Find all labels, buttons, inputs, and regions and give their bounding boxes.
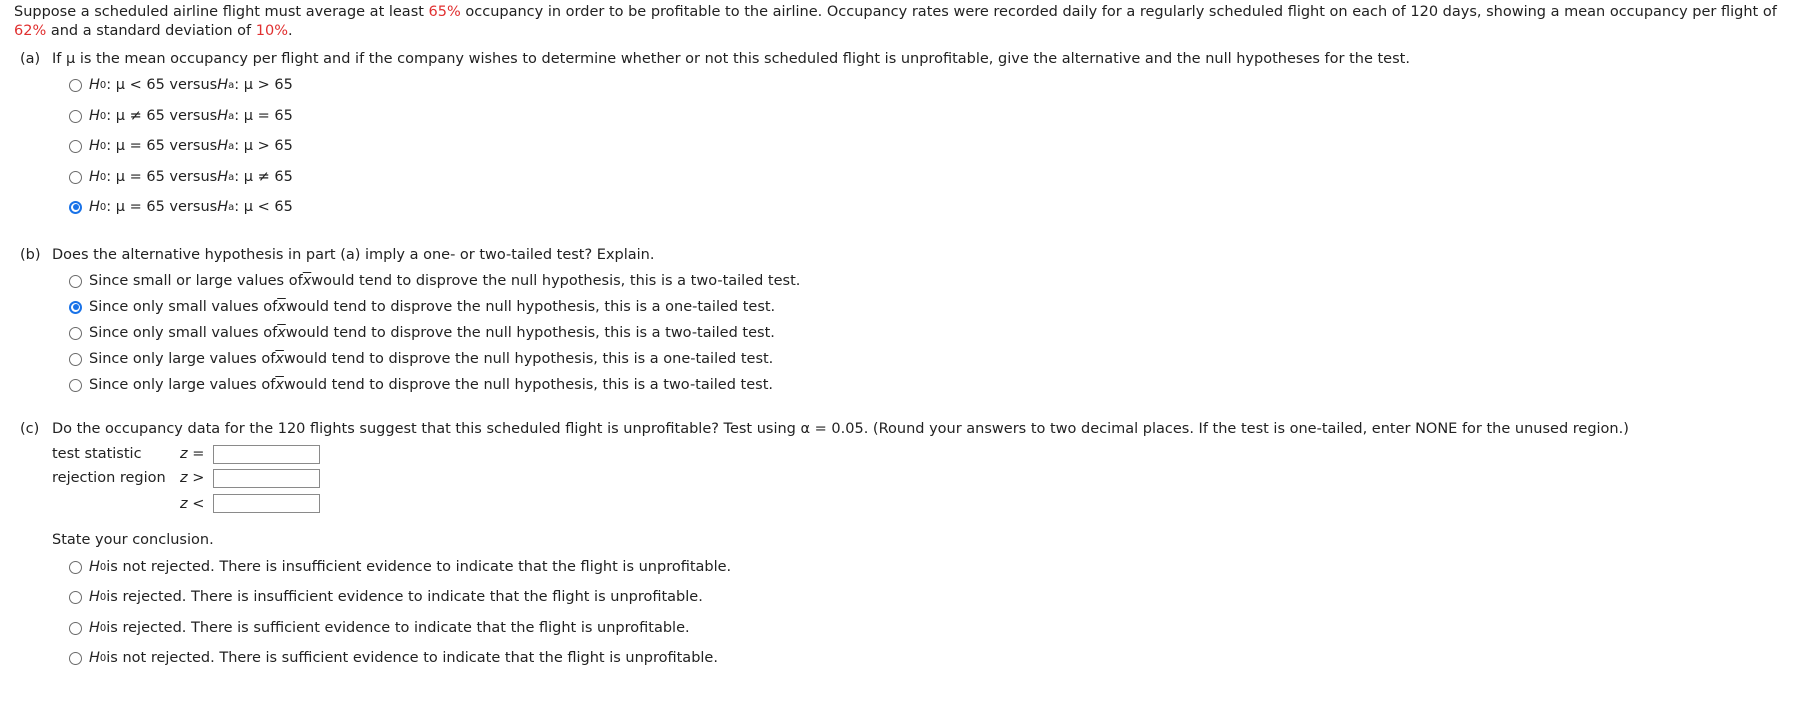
- conclusion-prompt: State your conclusion.: [52, 532, 214, 548]
- z-greater-input[interactable]: [213, 469, 320, 488]
- h-subscript: 0: [99, 79, 107, 91]
- alt-hypothesis-text: : μ > 65: [234, 138, 293, 154]
- alt-hypothesis-text: : μ > 65: [234, 77, 293, 93]
- h-subscript: 0: [99, 201, 107, 213]
- h-subscript: 0: [99, 140, 107, 152]
- x-bar-symbol: $\overline{x}$: [277, 325, 286, 341]
- radio-button[interactable]: [69, 622, 82, 635]
- part-b-question: Does the alternative hypothesis in part (a) imply a one- or two-tailed test? Explain.: [52, 247, 655, 263]
- standard-deviation: 10%: [255, 23, 288, 39]
- radio-button[interactable]: [69, 353, 82, 366]
- problem-statement: [14, 3, 1784, 41]
- radio-button[interactable]: [69, 327, 82, 340]
- test-statistic-label: test statistic: [52, 446, 142, 462]
- h-subscript: a: [228, 201, 235, 213]
- option-text: Since only large values of: [89, 377, 276, 393]
- h-symbol: H: [89, 108, 100, 124]
- radio-button[interactable]: [69, 79, 82, 92]
- null-hypothesis-text: : μ = 65 versus: [106, 199, 218, 215]
- h-symbol: H: [89, 650, 100, 666]
- h-subscript: 0: [99, 110, 107, 122]
- h-symbol: H: [89, 77, 100, 93]
- radio-button[interactable]: [69, 379, 82, 392]
- h-symbol: H: [217, 77, 229, 93]
- radio-button[interactable]: [69, 140, 82, 153]
- conclusion-text: is rejected. There is insufficient evidence to indicate that the flight is unprofitable.: [106, 589, 703, 605]
- z-less-label: z <: [180, 496, 205, 512]
- part-a-option-1[interactable]: [69, 75, 293, 95]
- option-text: Since only small values of: [89, 299, 278, 315]
- conclusion-text: is not rejected. There is insufficient evidence to indicate that the flight is unprofitable.: [106, 559, 732, 575]
- intro-text: .: [287, 23, 293, 39]
- part-c-question: Do the occupancy data for the 120 flights suggest that this scheduled flight is unprofitable? Test using α = 0.05. (Round your answers to two decimal places. If the test is one-tailed, enter NONE for the unused region.): [52, 421, 1629, 437]
- part-a-question: If μ is the mean occupancy per flight and if the company wishes to determine whether or not this scheduled flight is unprofitable, give the alternative and the null hypotheses for the test.: [52, 51, 1410, 67]
- radio-button[interactable]: [69, 110, 82, 123]
- part-a-option-4[interactable]: [69, 167, 293, 187]
- h-subscript: 0: [99, 171, 107, 183]
- x-bar-symbol: $\overline{x}$: [277, 299, 286, 315]
- part-b-label: (b): [20, 247, 41, 263]
- h-subscript: 0: [99, 652, 107, 664]
- x-bar-symbol: $\overline{x}$: [275, 377, 284, 393]
- required-occupancy: 65%: [428, 4, 461, 20]
- radio-button[interactable]: [69, 561, 82, 574]
- part-a-option-3[interactable]: [69, 136, 293, 156]
- test-statistic-input[interactable]: [213, 445, 320, 464]
- conclusion-text: is not rejected. There is sufficient evidence to indicate that the flight is unprofitable.: [106, 650, 718, 666]
- part-b-option-4[interactable]: [69, 349, 773, 369]
- intro-text: Suppose a scheduled airline flight must average at least: [14, 4, 429, 20]
- option-text: would tend to disprove the null hypothesis, this is a one-tailed test.: [283, 351, 774, 367]
- radio-button[interactable]: [69, 275, 82, 288]
- h-symbol: H: [89, 559, 100, 575]
- intro-text: occupancy in order to be profitable to the airline. Occupancy rates were recorded daily for a regularly scheduled flight on each of 120 days, showing a mean occupancy per flight of: [460, 4, 1777, 20]
- h-subscript: a: [228, 79, 235, 91]
- h-symbol: H: [89, 620, 100, 636]
- z-less-input[interactable]: [213, 494, 320, 513]
- h-symbol: H: [217, 199, 229, 215]
- intro-text: and a standard deviation of: [46, 23, 256, 39]
- conclusion-option-1[interactable]: [69, 557, 731, 577]
- conclusion-option-3[interactable]: [69, 618, 690, 638]
- option-text: would tend to disprove the null hypothesis, this is a two-tailed test.: [311, 273, 801, 289]
- h-symbol: H: [217, 138, 229, 154]
- h-subscript: a: [228, 171, 235, 183]
- part-a-label: (a): [20, 51, 41, 67]
- option-text: would tend to disprove the null hypothesis, this is a two-tailed test.: [283, 377, 773, 393]
- z-greater-label: z >: [180, 470, 205, 486]
- radio-button[interactable]: [69, 591, 82, 604]
- radio-button[interactable]: [69, 652, 82, 665]
- part-b-option-2[interactable]: [69, 297, 775, 317]
- option-text: Since small or large values of: [89, 273, 303, 289]
- null-hypothesis-text: : μ ≠ 65 versus: [106, 108, 218, 124]
- part-a-option-2[interactable]: [69, 106, 293, 126]
- h-symbol: H: [89, 169, 100, 185]
- part-b-option-1[interactable]: [69, 271, 800, 291]
- rejection-region-label: rejection region: [52, 470, 166, 486]
- conclusion-option-4[interactable]: [69, 648, 718, 668]
- h-subscript: 0: [99, 561, 107, 573]
- radio-button-selected[interactable]: [69, 301, 82, 314]
- option-text: would tend to disprove the null hypothesis, this is a two-tailed test.: [285, 325, 775, 341]
- option-text: would tend to disprove the null hypothesis, this is a one-tailed test.: [285, 299, 776, 315]
- radio-button[interactable]: [69, 171, 82, 184]
- alt-hypothesis-text: : μ < 65: [234, 199, 293, 215]
- part-b-option-3[interactable]: [69, 323, 775, 343]
- h-symbol: H: [217, 169, 229, 185]
- conclusion-option-2[interactable]: [69, 587, 703, 607]
- radio-button-selected[interactable]: [69, 201, 82, 214]
- option-text: Since only large values of: [89, 351, 276, 367]
- alt-hypothesis-text: : μ ≠ 65: [234, 169, 293, 185]
- z-equals-label: z =: [180, 446, 205, 462]
- option-text: Since only small values of: [89, 325, 278, 341]
- h-symbol: H: [89, 199, 100, 215]
- h-subscript: 0: [99, 591, 107, 603]
- x-bar-symbol: $\overline{x}$: [302, 273, 312, 289]
- x-bar-symbol: $\overline{x}$: [275, 351, 284, 367]
- mean-occupancy: 62%: [14, 23, 47, 39]
- null-hypothesis-text: : μ = 65 versus: [106, 169, 218, 185]
- alt-hypothesis-text: : μ = 65: [234, 108, 293, 124]
- null-hypothesis-text: : μ = 65 versus: [106, 138, 218, 154]
- part-c-label: (c): [20, 421, 40, 437]
- conclusion-text: is rejected. There is sufficient evidence to indicate that the flight is unprofitable.: [106, 620, 690, 636]
- h-subscript: 0: [99, 622, 107, 634]
- part-a-option-5[interactable]: [69, 197, 293, 217]
- h-subscript: a: [228, 140, 235, 152]
- h-symbol: H: [89, 138, 100, 154]
- h-symbol: H: [89, 589, 100, 605]
- h-symbol: H: [217, 108, 229, 124]
- null-hypothesis-text: : μ < 65 versus: [106, 77, 218, 93]
- h-subscript: a: [228, 110, 235, 122]
- part-b-option-5[interactable]: [69, 375, 773, 395]
